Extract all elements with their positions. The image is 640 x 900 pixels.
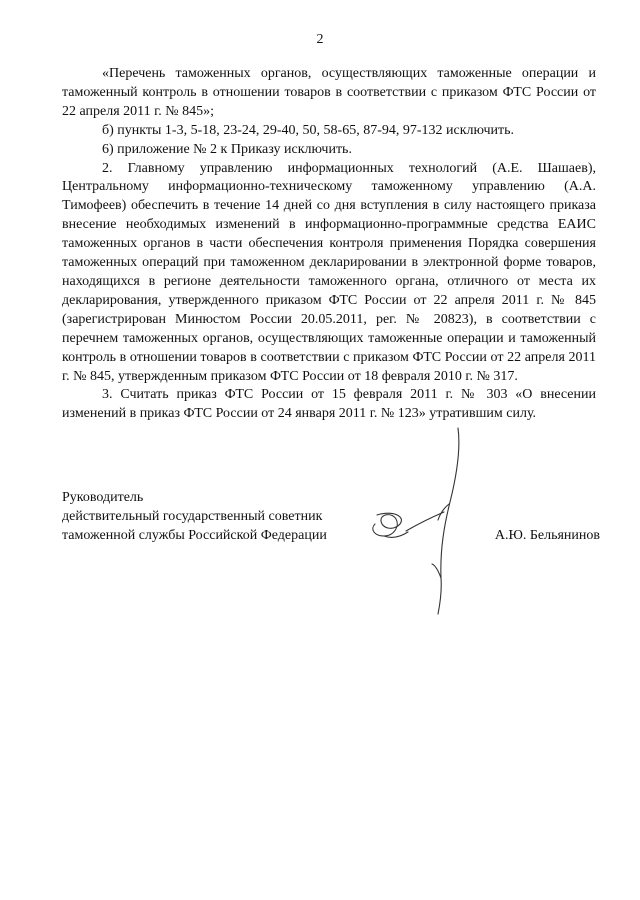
- signer-title-line: Руководитель: [62, 490, 144, 505]
- page-number: 2: [316, 32, 324, 47]
- paragraph-list-title: «Перечень таможенных органов, осуществляющих таможенные операции и таможенный контроль в отношении товаров в соответствии с приказом ФТС России от 22 апреля 2011 г. № 845»;: [62, 66, 596, 119]
- paragraph-item-6: 6) приложение № 2 к Приказу исключить.: [102, 141, 352, 157]
- paragraph-clause-2: 2. Главному управлению информационных технологий (А.Е. Шашаев), Центральному информационно-техническому таможенному управлению (А.А. Тимофеев) обеспечить в течение 14 дней со дня вступления в силу настоящего приказа внесение необходимых изменений в информационно-программные средства ЕАИС таможенных органов в части обеспечения контроля применения Порядка совершения таможенных операций при таможенном декларировании в электронной форме товаров, находящихся в регионе деятельности таможенного органа, отличного от места их декларирования, утвержденного приказом ФТС России от 22 апреля 2011 г. № 845 (зарегистрирован Минюстом России 20.05.2011, рег. № 20823), в соответствии с перечнем таможенных органов, осуществляющих таможенные операции и таможенный контроль в отношении товаров в соответствии с приказом ФТС России от 22 апреля 2011 г. № 845, утвержденным приказом ФТС России от 18 февраля 2010 г. № 317.: [62, 160, 596, 384]
- signer-rank-line: действительный государственный советник: [62, 509, 323, 524]
- paragraph-clause-3: 3. Считать приказ ФТС России от 15 февраля 2011 г. № 303 «О внесении изменений в приказ ФТС России от 24 января 2011 г. № 123» утратившим силу.: [62, 387, 596, 422]
- signer-name: А.Ю. Бельянинов: [494, 528, 600, 543]
- signer-rank-line-2: таможенной службы Российской Федерации: [62, 528, 327, 543]
- handwritten-signature: [340, 420, 490, 620]
- paragraph-item-b: б) пункты 1-3, 5-18, 23-24, 29-40, 50, 58-65, 87-94, 97-132 исключить.: [102, 122, 515, 138]
- document-body: [62, 65, 596, 424]
